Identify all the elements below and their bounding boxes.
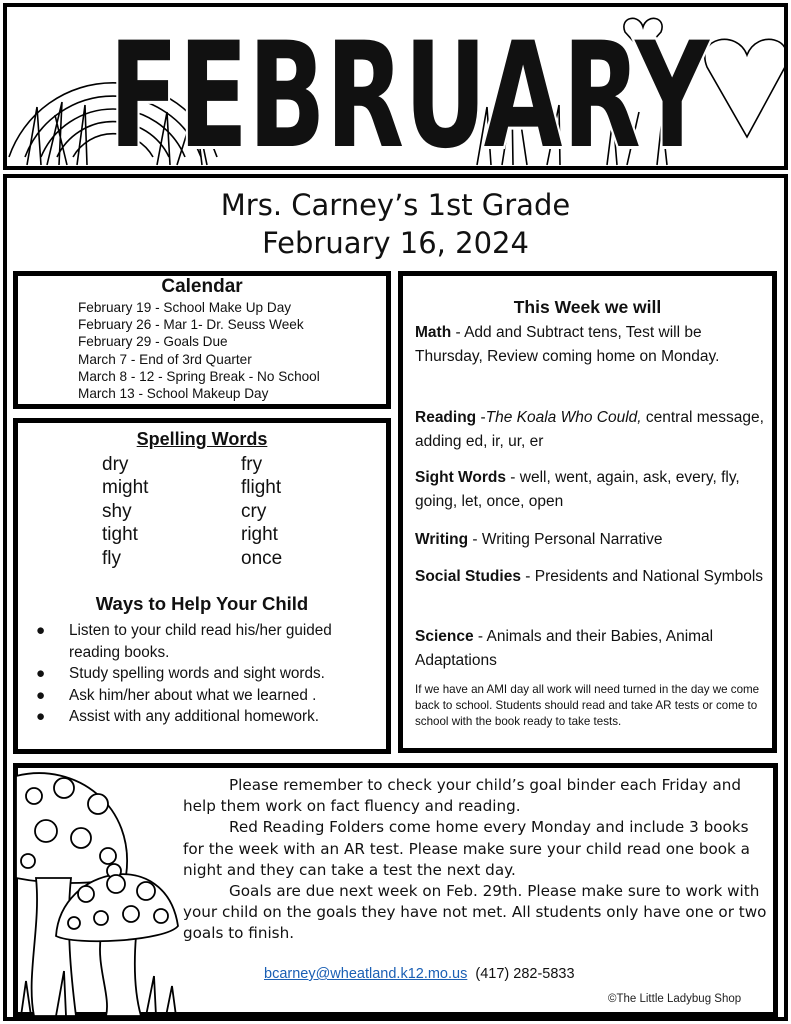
class-title: Mrs. Carney’s 1st Grade xyxy=(220,188,571,222)
spelling-word: once xyxy=(241,547,283,569)
science-item: Science - Animals and their Babies, Animal Adaptations xyxy=(415,628,714,669)
list-item: ● Ask him/her about what we learned . xyxy=(36,685,386,707)
list-item: ● Assist with any additional homework. xyxy=(36,706,386,728)
calendar-list xyxy=(78,299,320,402)
banner-title xyxy=(99,9,719,164)
spelling-word: tight xyxy=(102,524,138,546)
header-banner xyxy=(3,3,788,170)
calendar-section xyxy=(13,271,391,409)
email-link[interactable]: bcarney@wheatland.k12.mo.us xyxy=(264,966,468,982)
spelling-section xyxy=(13,418,391,754)
calendar-item: March 8 - 12 - Spring Break - No School xyxy=(78,368,320,384)
ways-to-help-title: Ways to Help Your Child xyxy=(95,593,309,614)
parent-note-text xyxy=(183,775,768,945)
sight-words-item: Sight Words - well, went, again, ask, every, fly, going, let, once, open xyxy=(415,469,740,510)
contact-line xyxy=(264,966,575,982)
newsletter-date: February 16, 2024 xyxy=(262,226,529,260)
spelling-words-right-column xyxy=(241,453,282,570)
calendar-title: Calendar xyxy=(161,276,243,297)
this-week-title: This Week we will xyxy=(513,297,662,317)
spelling-title: Spelling Words xyxy=(136,429,268,449)
calendar-item: March 7 - End of 3rd Quarter xyxy=(78,351,252,367)
writing-item: Writing - Writing Personal Narrative xyxy=(415,531,663,548)
list-item: ● Study spelling words and sight words. xyxy=(36,663,386,685)
spelling-word: fly xyxy=(102,547,121,569)
calendar-item: March 13 - School Makeup Day xyxy=(78,386,269,402)
spelling-word: shy xyxy=(102,500,132,522)
spelling-word: flight xyxy=(241,477,282,499)
note-paragraph: Please remember to check your child’s goal binder each Friday and help them work on fact fluency and reading. xyxy=(183,776,742,816)
mushroom-illustration xyxy=(16,766,191,1016)
bullet-icon: ● xyxy=(36,622,46,639)
note-paragraph: Goals are due next week on Feb. 29th. Please make sure to work with your child on the goals they have not met. All students only have one or two goals to finish. xyxy=(183,882,767,943)
ami-day-note: If we have an AMI day all work will need turned in the day we come back to school. Students should read and take AR tests or come to school with the book ready to take tests. xyxy=(415,683,760,729)
banner-title-text: FEBRUARY xyxy=(109,11,711,164)
this-week-section xyxy=(398,271,777,753)
calendar-item: February 29 - Goals Due xyxy=(78,334,228,350)
copyright-notice: ©The Little Ladybug Shop xyxy=(608,993,742,1005)
spelling-word: dry xyxy=(102,454,129,475)
calendar-item: February 26 - Mar 1- Dr. Seuss Week xyxy=(78,317,304,333)
bullet-icon: ● xyxy=(36,708,46,726)
list-item: ● Listen to your child read his/her guided reading books. xyxy=(36,622,332,661)
bullet-icon: ● xyxy=(36,665,46,683)
social-studies-item: Social Studies - Presidents and National Symbols xyxy=(415,568,764,585)
ways-to-help-list xyxy=(36,620,386,728)
phone-number: (417) 282-5833 xyxy=(475,966,575,982)
bullet-icon: ● xyxy=(36,686,46,704)
spelling-word: right xyxy=(241,524,278,546)
spelling-word: cry xyxy=(241,500,267,522)
spelling-words-left-column xyxy=(102,453,148,570)
spelling-word: might xyxy=(102,477,149,499)
note-paragraph: Red Reading Folders come home every Monday and include 3 books for the week with an AR test. Please make sure your child read one book a night and they can take a test the next day. xyxy=(183,818,750,879)
math-item: Math - Add and Subtract tens, Test will be Thursday, Review coming home on Monday. xyxy=(415,324,720,365)
spelling-word: fry xyxy=(241,454,263,475)
reading-item: Reading -The Koala Who Could, central message, adding ed, ir, ur, er xyxy=(415,409,764,450)
calendar-item: February 19 - School Make Up Day xyxy=(78,300,292,315)
